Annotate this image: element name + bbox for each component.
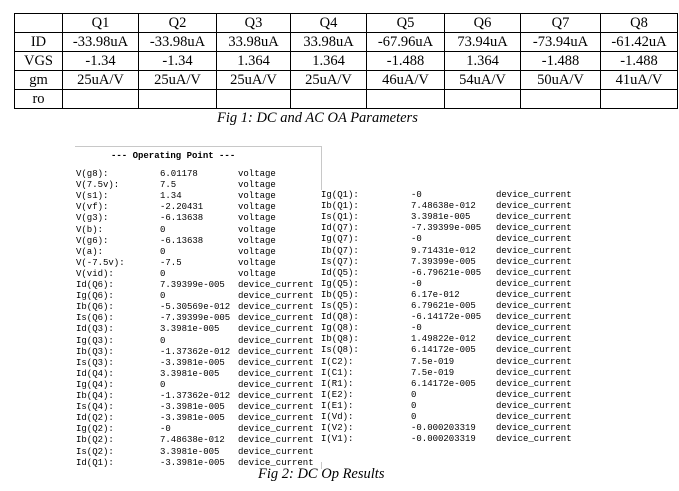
op-unit-type: device_current: [238, 457, 314, 468]
op-result-row: [318, 290, 602, 301]
op-node-name: Id(Q8):: [321, 312, 359, 323]
op-result-row: [75, 202, 321, 213]
op-result-row: [318, 234, 602, 245]
op-result-row: [75, 291, 321, 302]
op-value: 0: [411, 412, 417, 422]
op-node-name: Ib(Q4):: [76, 391, 114, 401]
parameters-table: [14, 13, 678, 109]
op-result-row: [318, 357, 602, 368]
op-value: 7.5: [160, 180, 177, 191]
op-node-name: Is(Q2):: [76, 446, 114, 457]
op-result-row: [75, 336, 321, 347]
table-row: [15, 33, 678, 52]
op-result-row: [75, 324, 321, 335]
header-cell: Q4: [291, 14, 367, 33]
op-result-row: [75, 435, 321, 446]
op-node-name: Ig(Q3):: [76, 335, 114, 346]
table-cell: 46uA/V: [367, 71, 445, 90]
table-cell: -67.96uA: [367, 33, 445, 52]
op-unit-type: device_current: [496, 223, 572, 234]
table-row: [15, 71, 678, 90]
op-result-row: [318, 279, 602, 290]
op-result-row: [318, 190, 602, 201]
op-value: 1.34: [160, 191, 182, 202]
op-result-row: [75, 269, 321, 280]
op-unit-type: device_current: [496, 256, 572, 267]
op-value: 0: [160, 224, 166, 235]
op-unit-type: device_current: [238, 435, 314, 446]
op-node-name: Id(Q6):: [76, 280, 114, 290]
op-value: -2.20431: [160, 202, 204, 213]
op-result-row: [75, 213, 321, 224]
op-value: 0: [411, 389, 417, 400]
table-cell: 25uA/V: [63, 71, 139, 90]
table-cell: [217, 90, 291, 109]
op-result-row: [75, 302, 321, 313]
op-value: -7.5: [160, 257, 182, 268]
op-result-row: [318, 390, 602, 401]
op-node-name: V(g8):: [76, 169, 109, 179]
op-result-row: [75, 169, 321, 180]
header-cell: Q6: [445, 14, 521, 33]
op-value: 0: [411, 400, 417, 411]
table-cell: 54uA/V: [445, 71, 521, 90]
op-unit-type: device_current: [238, 291, 314, 302]
table-cell: 1.364: [291, 52, 367, 71]
op-node-name: Id(Q1):: [76, 457, 114, 468]
op-result-row: [318, 423, 602, 434]
header-cell: Q5: [367, 14, 445, 33]
op-value: 7.48638e-012: [411, 201, 476, 212]
op-node-name: I(E2):: [321, 389, 354, 400]
op-node-name: V(7.5v):: [76, 180, 120, 191]
op-unit-type: device_current: [496, 278, 572, 289]
op-node-name: I(C2):: [321, 356, 354, 367]
op-result-row: [75, 447, 321, 458]
op-unit-type: voltage: [238, 235, 276, 246]
header-cell: Q8: [601, 14, 678, 33]
op-node-name: I(C1):: [321, 367, 354, 378]
op-result-row: [318, 312, 602, 323]
op-value: -1.37362e-012: [160, 391, 231, 401]
op-unit-type: voltage: [238, 202, 276, 213]
op-unit-type: device_current: [238, 280, 314, 290]
op-node-name: V(vf):: [76, 202, 109, 213]
op-result-row: [318, 201, 602, 212]
op-unit-type: device_current: [496, 212, 572, 223]
op-unit-type: device_current: [238, 313, 314, 324]
op-unit-type: device_current: [238, 446, 314, 457]
op-value: -0.000203319: [411, 423, 476, 434]
table-body: [15, 33, 678, 109]
op-node-name: Ib(Q3):: [76, 346, 114, 357]
op-result-row: [318, 401, 602, 412]
table-cell: -33.98uA: [139, 33, 217, 52]
table-cell: -33.98uA: [63, 33, 139, 52]
op-unit-type: device_current: [496, 245, 572, 256]
table-header-row: [15, 14, 678, 33]
op-unit-type: device_current: [238, 357, 314, 368]
fig1-caption: Fig 1: DC and AC OA Parameters: [217, 110, 418, 126]
op-unit-type: device_current: [496, 345, 572, 356]
op-unit-type: voltage: [238, 246, 276, 257]
op-node-name: Ig(Q7):: [321, 234, 359, 245]
op-node-name: V(vid):: [76, 268, 114, 279]
op-unit-type: device_current: [238, 391, 314, 401]
op-unit-type: device_current: [238, 324, 314, 335]
table-cell: -1.488: [601, 52, 678, 71]
op-value: 7.39399e-005: [411, 256, 476, 267]
op-unit-type: device_current: [238, 413, 314, 424]
op-result-row: [318, 345, 602, 356]
op-unit-type: voltage: [238, 169, 276, 179]
op-unit-type: device_current: [238, 402, 314, 413]
header-cell: Q2: [139, 14, 217, 33]
op-unit-type: voltage: [238, 257, 276, 268]
op-result-row: [75, 247, 321, 258]
op-value: 1.49822e-012: [411, 334, 476, 345]
op-value: 6.14172e-005: [411, 345, 476, 356]
op-node-name: Ig(Q2):: [76, 424, 114, 435]
op-node-name: I(E1):: [321, 400, 354, 411]
op-unit-type: device_current: [496, 400, 572, 411]
op-result-row: [75, 236, 321, 247]
table-row: [15, 90, 678, 109]
op-unit-type: device_current: [238, 346, 314, 357]
op-node-name: V(g3):: [76, 213, 109, 224]
op-result-row: [75, 369, 321, 380]
table-cell: [445, 90, 521, 109]
op-result-row: [75, 402, 321, 413]
op-value: -0: [160, 424, 171, 435]
op-value: 0: [160, 268, 166, 279]
table-cell: [63, 90, 139, 109]
op-value: -7.39399e-005: [160, 313, 231, 324]
op-node-name: Is(Q6):: [76, 313, 114, 324]
op-value: 3.3981e-005: [160, 324, 220, 335]
op-value: -3.3981e-005: [160, 402, 225, 413]
op-value: 3.3981e-005: [160, 446, 220, 457]
op-node-name: Ig(Q6):: [76, 291, 114, 302]
header-corner-cell: [15, 14, 63, 33]
header-cell: Q7: [521, 14, 601, 33]
op-value: -0: [411, 234, 422, 245]
op-result-row: [75, 180, 321, 191]
table-cell: -1.488: [521, 52, 601, 71]
op-result-row: [318, 212, 602, 223]
op-node-name: Is(Q3):: [76, 357, 114, 368]
table-cell: 25uA/V: [217, 71, 291, 90]
op-unit-type: voltage: [238, 191, 276, 202]
op-unit-type: device_current: [238, 302, 314, 313]
op-value: -5.30569e-012: [160, 302, 231, 313]
op-node-name: Ig(Q1):: [321, 190, 359, 200]
fig2-caption: Fig 2: DC Op Results: [258, 466, 385, 482]
table-cell: 73.94uA: [445, 33, 521, 52]
op-unit-type: device_current: [496, 323, 572, 334]
op-unit-type: device_current: [496, 434, 572, 445]
table-cell: -61.42uA: [601, 33, 678, 52]
op-value: 0: [160, 291, 166, 302]
op-value: -7.39399e-005: [411, 223, 482, 234]
table-cell: [601, 90, 678, 109]
row-label-cell: ID: [15, 33, 63, 52]
table-cell: 25uA/V: [291, 71, 367, 90]
op-value: 6.14172e-005: [411, 378, 476, 389]
op-result-row: [75, 380, 321, 391]
op-value: -3.3981e-005: [160, 413, 225, 424]
op-value: 7.5e-019: [411, 356, 455, 367]
op-node-name: Ib(Q2):: [76, 435, 114, 446]
op-result-row: [75, 358, 321, 369]
op-value: -6.13638: [160, 235, 204, 246]
op-result-row: [318, 323, 602, 334]
op-result-row: [75, 347, 321, 358]
op-result-row: [75, 280, 321, 291]
op-node-name: I(R1):: [321, 378, 354, 389]
op-node-name: Is(Q1):: [321, 212, 359, 223]
op-value: 7.39399e-005: [160, 280, 225, 290]
op-value: 6.79621e-005: [411, 301, 476, 311]
op-value: -0.000203319: [411, 434, 476, 445]
op-node-name: V(-7.5v):: [76, 257, 125, 268]
table-cell: [367, 90, 445, 109]
op-result-row: [318, 379, 602, 390]
op-unit-type: device_current: [238, 335, 314, 346]
table-row: [15, 52, 678, 71]
op-node-name: Is(Q8):: [321, 345, 359, 356]
op-unit-type: device_current: [496, 378, 572, 389]
op-unit-type: voltage: [238, 180, 276, 191]
op-result-row: [75, 191, 321, 202]
op-result-row: [75, 424, 321, 435]
table-cell: 1.364: [445, 52, 521, 71]
header-cell: Q1: [63, 14, 139, 33]
table-cell: 25uA/V: [139, 71, 217, 90]
op-result-row: [318, 268, 602, 279]
op-value: -0: [411, 190, 422, 200]
op-node-name: V(b):: [76, 224, 104, 235]
header-cell: Q3: [217, 14, 291, 33]
op-unit-type: device_current: [496, 289, 572, 300]
table-cell: -73.94uA: [521, 33, 601, 52]
row-label-cell: VGS: [15, 52, 63, 71]
op-result-row: [318, 434, 602, 445]
op-node-name: I(V1):: [321, 434, 354, 445]
op-node-name: Id(Q5):: [321, 267, 359, 278]
operating-point-panel-left: [75, 146, 322, 469]
table-cell: 33.98uA: [291, 33, 367, 52]
op-value: -0: [411, 323, 422, 334]
table-cell: 33.98uA: [217, 33, 291, 52]
table-cell: 50uA/V: [521, 71, 601, 90]
op-value: -6.13638: [160, 213, 204, 224]
op-result-row: [75, 225, 321, 236]
table-cell: [139, 90, 217, 109]
op-unit-type: voltage: [238, 268, 276, 279]
op-unit-type: device_current: [496, 334, 572, 345]
op-unit-type: device_current: [496, 234, 572, 245]
op-unit-type: device_current: [496, 412, 572, 422]
table-cell: 41uA/V: [601, 71, 678, 90]
op-value: 0: [160, 335, 166, 346]
op-result-row: [318, 412, 602, 423]
op-unit-type: device_current: [496, 389, 572, 400]
op-result-row: [75, 313, 321, 324]
op-node-name: Ib(Q1):: [321, 201, 359, 212]
op-node-name: V(g6):: [76, 235, 109, 246]
table-cell: 1.364: [217, 52, 291, 71]
op-node-name: Id(Q4):: [76, 368, 114, 379]
op-unit-type: device_current: [496, 356, 572, 367]
op-node-name: Ig(Q4):: [76, 379, 114, 390]
op-unit-type: device_current: [496, 267, 572, 278]
row-label-cell: ro: [15, 90, 63, 109]
op-unit-type: device_current: [238, 368, 314, 379]
operating-point-panel-right: [318, 190, 602, 462]
op-value: 0: [160, 246, 166, 257]
op-unit-type: voltage: [238, 213, 276, 224]
op-value: -6.14172e-005: [411, 312, 482, 323]
op-result-row: [318, 223, 602, 234]
op-value: 6.01178: [160, 169, 198, 179]
op-result-row: [75, 258, 321, 269]
op-value: -6.79621e-005: [411, 267, 482, 278]
op-result-row: [75, 413, 321, 424]
table-cell: -1.34: [63, 52, 139, 71]
op-node-name: Id(Q2):: [76, 413, 114, 424]
table-cell: -1.488: [367, 52, 445, 71]
op-result-row: [75, 391, 321, 402]
op-unit-type: device_current: [496, 201, 572, 212]
operating-point-title: --- Operating Point ---: [111, 151, 236, 161]
op-result-row: [318, 301, 602, 312]
op-result-row: [318, 334, 602, 345]
op-unit-type: device_current: [238, 424, 314, 435]
op-unit-type: device_current: [496, 301, 572, 311]
op-value: -1.37362e-012: [160, 346, 231, 357]
op-value: -3.3981e-005: [160, 457, 225, 468]
op-node-name: Is(Q5):: [321, 301, 359, 311]
op-node-name: Ib(Q5):: [321, 289, 359, 300]
op-result-row: [318, 246, 602, 257]
op-result-row: [318, 257, 602, 268]
op-node-name: V(s1):: [76, 191, 109, 202]
op-value: 0: [160, 379, 166, 390]
op-node-name: Ib(Q7):: [321, 245, 359, 256]
op-node-name: Id(Q7):: [321, 223, 359, 234]
op-result-row: [318, 368, 602, 379]
op-node-name: I(V2):: [321, 423, 354, 434]
table-cell: [291, 90, 367, 109]
op-value: -0: [411, 278, 422, 289]
op-node-name: Ig(Q5):: [321, 278, 359, 289]
row-label-cell: gm: [15, 71, 63, 90]
op-value: 9.71431e-012: [411, 245, 476, 256]
op-node-name: Id(Q3):: [76, 324, 114, 335]
table-cell: [521, 90, 601, 109]
op-unit-type: device_current: [496, 367, 572, 378]
op-node-name: Ib(Q6):: [76, 302, 114, 313]
op-value: 6.17e-012: [411, 289, 460, 300]
op-value: 7.48638e-012: [160, 435, 225, 446]
op-node-name: Ib(Q8):: [321, 334, 359, 345]
op-node-name: Is(Q7):: [321, 256, 359, 267]
op-value: 3.3981e-005: [411, 212, 471, 223]
op-unit-type: voltage: [238, 224, 276, 235]
op-unit-type: device_current: [496, 190, 572, 200]
op-node-name: V(a):: [76, 246, 104, 257]
op-node-name: Is(Q4):: [76, 402, 114, 413]
op-node-name: I(Vd):: [321, 412, 354, 422]
table-cell: -1.34: [139, 52, 217, 71]
op-value: -3.3981e-005: [160, 357, 225, 368]
op-value: 3.3981e-005: [160, 368, 220, 379]
op-node-name: Ig(Q8):: [321, 323, 359, 334]
op-value: 7.5e-019: [411, 367, 455, 378]
op-unit-type: device_current: [496, 423, 572, 434]
op-unit-type: device_current: [496, 312, 572, 323]
op-unit-type: device_current: [238, 379, 314, 390]
